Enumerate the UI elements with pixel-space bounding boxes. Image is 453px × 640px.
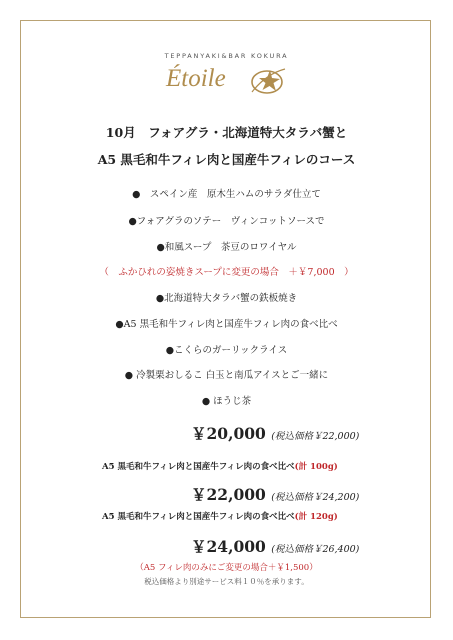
price-row-2 (191, 483, 359, 505)
menu-item: ●北海道特大タラバ蟹の鉄板焼き (155, 293, 298, 304)
menu-item: ●A5 黒毛和牛フィレ肉と国産牛フィレ肉の食べ比べ (115, 319, 338, 330)
price-3: ￥24,000 (191, 537, 266, 556)
option-3-text: A5 黒毛和牛フィレ肉と国産牛フィレ肉の食べ比べ (102, 512, 295, 522)
price-1: ￥20,000 (191, 424, 266, 443)
menu-upgrade-note: （ ふかひれの姿焼きスープに変更の場合 ＋￥7,000 ） (99, 267, 354, 278)
course-title-line2: A5 黒毛和牛フィレ肉と国産牛フィレのコース (97, 152, 356, 167)
option-3-amount: (計 120g) (294, 512, 338, 522)
menu-item: ●フォアグラのソテー ヴィンコットソースで (128, 216, 325, 227)
brand-logo (166, 64, 291, 100)
price-2: ￥22,000 (191, 485, 266, 504)
option-row-2 (102, 460, 338, 472)
menu-item: ● 冷製栗おしるこ 白玉と南瓜アイスとご一緒に (124, 370, 329, 381)
price-1-tax: (税込価格￥22,000) (271, 431, 360, 442)
star-swoosh-icon (250, 66, 286, 96)
menu-item: ● スペイン産 原木生ハムのサラダ仕立て (132, 189, 321, 200)
fillet-upgrade-note: （A5 フィレ肉のみにご変更の場合＋￥1,500） (135, 563, 318, 573)
price-3-tax: (税込価格￥26,400) (271, 544, 360, 555)
service-charge-note: 税込価格より別途サービス料１０％を承ります。 (144, 577, 309, 586)
logo-wordmark: Étoile (166, 65, 226, 92)
menu-item: ●こくらのガーリックライス (165, 345, 288, 356)
menu-item: ● ほうじ茶 (201, 396, 252, 407)
brand-tagline: TEPPANYAKI&BAR KOKURA (164, 52, 289, 60)
option-2-text: A5 黒毛和牛フィレ肉と国産牛フィレ肉の食べ比べ (102, 462, 295, 472)
menu-item: ●和風スープ 茶豆のロワイヤル (156, 242, 297, 253)
price-row-1 (191, 422, 359, 444)
price-row-3 (191, 535, 359, 557)
course-title-line1: 10月 フォアグラ・北海道特大タラバ蟹と (105, 125, 348, 140)
option-2-amount: (計 100g) (294, 462, 338, 472)
price-2-tax: (税込価格￥24,200) (271, 492, 360, 503)
option-row-3 (102, 510, 338, 522)
